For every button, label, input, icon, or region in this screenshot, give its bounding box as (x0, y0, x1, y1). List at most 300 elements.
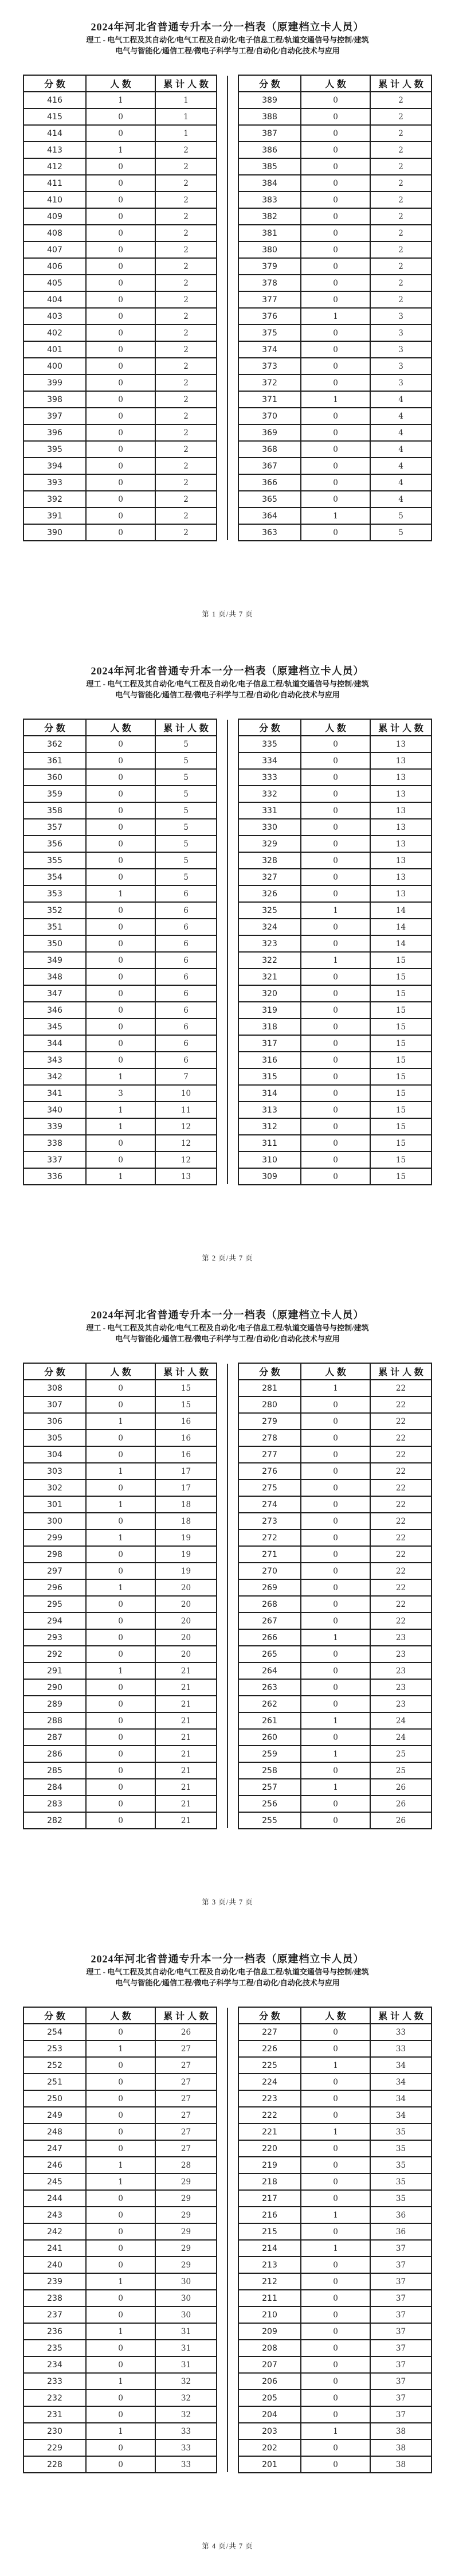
cell-score: 320 (238, 985, 301, 1002)
cell-cum: 36 (370, 2223, 432, 2240)
cell-count: 0 (86, 1812, 155, 1829)
cell-score: 267 (238, 1613, 301, 1629)
table-row (238, 1396, 432, 1413)
cell-cum: 3 (370, 325, 432, 341)
cell-score: 247 (23, 2140, 86, 2157)
cell-count: 0 (301, 1762, 370, 1779)
cell-cum: 27 (155, 2090, 217, 2107)
cell-score: 413 (23, 142, 86, 158)
table-row (23, 158, 217, 175)
cell-cum: 22 (370, 1563, 432, 1579)
cell-count: 0 (86, 2090, 155, 2107)
cell-cum: 30 (155, 2290, 217, 2306)
table-row (238, 2057, 432, 2074)
cell-count: 0 (301, 1152, 370, 1168)
cell-count: 0 (86, 1596, 155, 1613)
table-row (23, 985, 217, 1002)
cell-count: 0 (301, 1135, 370, 1152)
cell-score: 327 (238, 869, 301, 885)
tables-area (23, 719, 432, 1185)
cell-cum: 6 (155, 885, 217, 902)
table-row (238, 1746, 432, 1762)
cell-count: 0 (301, 2373, 370, 2390)
cell-cum: 27 (155, 2057, 217, 2074)
cell-cum: 12 (155, 1152, 217, 1168)
cell-score: 306 (23, 1413, 86, 1430)
cell-cum: 22 (370, 1430, 432, 1446)
page-subtitle-line-1: 理工 - 电气工程及其自动化/电气工程及自动化/电子信息工程/轨道交通信号与控制/建筑 (86, 1324, 369, 1332)
table-row (238, 2456, 432, 2473)
col-header-cumulative: 累计人数 (370, 2007, 432, 2024)
table-head (23, 1363, 217, 1380)
cell-count: 0 (86, 408, 155, 424)
cell-cum: 13 (370, 736, 432, 752)
cell-cum: 10 (155, 1085, 217, 1102)
table-row (23, 2223, 217, 2240)
cell-score: 386 (238, 142, 301, 158)
cell-score: 337 (23, 1152, 86, 1168)
table-row (23, 1796, 217, 1812)
table-row (238, 2173, 432, 2190)
table-row (23, 769, 217, 786)
cell-count: 0 (301, 291, 370, 308)
score-table-left (23, 2007, 217, 2473)
cell-cum: 31 (155, 2340, 217, 2356)
table-row (23, 1563, 217, 1579)
cell-cum: 13 (155, 1168, 217, 1185)
col-header-count: 人数 (86, 2007, 155, 2024)
cell-count: 1 (86, 1118, 155, 1135)
cell-count: 0 (86, 2124, 155, 2140)
table-row (23, 2240, 217, 2257)
cell-score: 342 (23, 1068, 86, 1085)
cell-count: 0 (301, 2223, 370, 2240)
cell-score: 254 (23, 2024, 86, 2040)
cell-count: 0 (301, 2190, 370, 2207)
table-row (238, 1135, 432, 1152)
cell-count: 0 (86, 158, 155, 175)
cell-count: 0 (86, 2140, 155, 2157)
table-row (23, 935, 217, 952)
cell-cum: 33 (155, 2440, 217, 2456)
table-row (23, 258, 217, 275)
cell-score: 244 (23, 2190, 86, 2207)
cell-count: 0 (86, 869, 155, 885)
cell-count: 0 (301, 458, 370, 474)
table-row (23, 341, 217, 358)
cell-count: 0 (86, 275, 155, 291)
cell-score: 388 (238, 108, 301, 125)
cell-score: 358 (23, 802, 86, 819)
table-row (238, 919, 432, 935)
page-subtitle-line-1: 理工 - 电气工程及其自动化/电气工程及自动化/电子信息工程/轨道交通信号与控制/建筑 (86, 1968, 369, 1976)
table-row (23, 2207, 217, 2223)
cell-cum: 37 (370, 2373, 432, 2390)
table-row (238, 491, 432, 508)
table-row (238, 952, 432, 969)
page-3 (0, 1288, 455, 1932)
cell-cum: 2 (155, 424, 217, 441)
cell-score: 371 (238, 391, 301, 408)
cell-score: 289 (23, 1696, 86, 1712)
cell-cum: 22 (370, 1529, 432, 1546)
cell-score: 344 (23, 1035, 86, 1052)
table-row (23, 2423, 217, 2440)
cell-count: 0 (86, 441, 155, 458)
cell-score: 380 (238, 241, 301, 258)
table-row (23, 786, 217, 802)
cell-cum: 6 (155, 1002, 217, 1018)
cell-cum: 20 (155, 1613, 217, 1629)
cell-count: 0 (86, 1446, 155, 1463)
cell-score: 277 (238, 1446, 301, 1463)
cell-count: 0 (301, 2273, 370, 2290)
cell-score: 213 (238, 2257, 301, 2273)
cell-count: 0 (301, 2390, 370, 2406)
cell-count: 0 (86, 491, 155, 508)
score-table-right (238, 75, 432, 541)
table-row (23, 1529, 217, 1546)
cell-score: 260 (238, 1729, 301, 1746)
col-header-cumulative: 累计人数 (155, 719, 217, 736)
cell-cum: 5 (155, 836, 217, 852)
cell-score: 326 (238, 885, 301, 902)
cell-score: 237 (23, 2306, 86, 2323)
cell-count: 0 (86, 1613, 155, 1629)
cell-cum: 23 (370, 1629, 432, 1646)
table-row (238, 308, 432, 325)
cell-score: 234 (23, 2356, 86, 2373)
cell-score: 278 (238, 1430, 301, 1446)
cell-count: 0 (86, 1513, 155, 1529)
cell-score: 293 (23, 1629, 86, 1646)
cell-cum: 13 (370, 852, 432, 869)
cell-score: 354 (23, 869, 86, 885)
cell-count: 0 (301, 474, 370, 491)
cell-count: 0 (301, 1002, 370, 1018)
page-footer: 第 4 页/共 7 页 (202, 2542, 253, 2550)
cell-cum: 15 (370, 1035, 432, 1052)
table-row (23, 1430, 217, 1446)
cell-score: 226 (238, 2040, 301, 2057)
cell-count: 0 (86, 852, 155, 869)
cell-count: 1 (86, 1662, 155, 1679)
table-row (238, 341, 432, 358)
cell-cum: 18 (155, 1496, 217, 1513)
cell-cum: 38 (370, 2440, 432, 2456)
cell-cum: 12 (155, 1118, 217, 1135)
cell-score: 283 (23, 1796, 86, 1812)
cell-cum: 3 (370, 374, 432, 391)
cell-score: 207 (238, 2356, 301, 2373)
cell-cum: 22 (370, 1513, 432, 1529)
cell-cum: 34 (370, 2074, 432, 2090)
cell-cum: 2 (370, 241, 432, 258)
table-row (23, 1168, 217, 1185)
cell-count: 0 (86, 2190, 155, 2207)
cell-count: 1 (86, 1579, 155, 1596)
table-row (23, 192, 217, 208)
table-row (238, 374, 432, 391)
cell-count: 0 (301, 1513, 370, 1529)
cell-cum: 35 (370, 2190, 432, 2207)
table-row (23, 241, 217, 258)
table-row (23, 2273, 217, 2290)
cell-count: 0 (86, 2057, 155, 2074)
cell-count: 0 (301, 786, 370, 802)
cell-score: 203 (238, 2423, 301, 2440)
cell-cum: 35 (370, 2124, 432, 2140)
table-row (238, 2090, 432, 2107)
cell-cum: 15 (370, 1002, 432, 1018)
header-row (238, 75, 432, 92)
cell-cum: 15 (370, 969, 432, 985)
col-header-score: 分数 (238, 2007, 301, 2024)
cell-cum: 2 (155, 408, 217, 424)
table-row (238, 125, 432, 142)
cell-count: 0 (301, 836, 370, 852)
cell-cum: 15 (370, 1168, 432, 1185)
table-body (23, 1380, 217, 1829)
cell-count: 0 (301, 424, 370, 441)
cell-score: 369 (238, 424, 301, 441)
table-row (238, 1662, 432, 1679)
table-row (23, 1002, 217, 1018)
table-body (238, 92, 432, 541)
cell-score: 352 (23, 902, 86, 919)
cell-count: 0 (86, 192, 155, 208)
cell-count: 0 (301, 1102, 370, 1118)
cell-score: 280 (238, 1396, 301, 1413)
col-header-count: 人数 (301, 2007, 370, 2024)
cell-cum: 25 (370, 1746, 432, 1762)
cell-score: 414 (23, 125, 86, 142)
page-title: 2024年河北省普通专升本一分一档表（原建档立卡人员） (91, 21, 364, 33)
cell-score: 276 (238, 1463, 301, 1480)
cell-score: 360 (23, 769, 86, 786)
cell-count: 0 (86, 1052, 155, 1068)
cell-cum: 2 (155, 275, 217, 291)
cell-count: 0 (301, 341, 370, 358)
table-row (238, 2373, 432, 2390)
cell-cum: 5 (155, 769, 217, 786)
table-body (238, 736, 432, 1185)
tables-divider (227, 76, 228, 540)
cell-cum: 13 (370, 885, 432, 902)
cell-score: 400 (23, 358, 86, 374)
table-row (238, 258, 432, 275)
cell-score: 355 (23, 852, 86, 869)
table-row (238, 1002, 432, 1018)
table-row (23, 1729, 217, 1746)
col-header-count: 人数 (86, 75, 155, 92)
table-row (23, 1779, 217, 1796)
cell-score: 363 (238, 524, 301, 541)
cell-score: 349 (23, 952, 86, 969)
cell-score: 370 (238, 408, 301, 424)
table-row (238, 2190, 432, 2207)
cell-count: 0 (301, 1018, 370, 1035)
cell-score: 215 (238, 2223, 301, 2240)
cell-score: 372 (238, 374, 301, 391)
cell-cum: 16 (155, 1446, 217, 1463)
table-row (238, 969, 432, 985)
cell-score: 315 (238, 1068, 301, 1085)
cell-cum: 22 (370, 1413, 432, 1430)
cell-count: 1 (301, 2207, 370, 2223)
cell-count: 1 (301, 2423, 370, 2440)
cell-score: 301 (23, 1496, 86, 1513)
table-row (23, 208, 217, 225)
cell-count: 0 (86, 258, 155, 275)
table-row (23, 125, 217, 142)
cell-cum: 37 (370, 2356, 432, 2373)
cell-cum: 5 (155, 752, 217, 769)
cell-score: 256 (238, 1796, 301, 1812)
cell-cum: 2 (370, 275, 432, 291)
cell-cum: 37 (370, 2390, 432, 2406)
score-table-left (23, 719, 217, 1185)
table-row (23, 752, 217, 769)
cell-score: 259 (238, 1746, 301, 1762)
cell-score: 368 (238, 441, 301, 458)
cell-cum: 28 (155, 2157, 217, 2173)
cell-count: 0 (301, 802, 370, 819)
cell-score: 340 (23, 1102, 86, 1118)
table-row (238, 902, 432, 919)
cell-cum: 16 (155, 1430, 217, 1446)
cell-cum: 2 (155, 208, 217, 225)
cell-count: 3 (86, 1085, 155, 1102)
table-row (23, 2090, 217, 2107)
cell-count: 0 (86, 1563, 155, 1579)
table-row (23, 2190, 217, 2207)
cell-score: 404 (23, 291, 86, 308)
page-title: 2024年河北省普通专升本一分一档表（原建档立卡人员） (91, 665, 364, 677)
cell-count: 0 (301, 819, 370, 836)
cell-score: 275 (238, 1480, 301, 1496)
page-subtitle-line-2: 电气与智能化/通信工程/微电子科学与工程/自动化/自动化技术与应用 (115, 690, 340, 699)
cell-cum: 29 (155, 2223, 217, 2240)
cell-score: 272 (238, 1529, 301, 1546)
score-table-right (238, 1363, 432, 1829)
cell-score: 220 (238, 2140, 301, 2157)
cell-cum: 20 (155, 1646, 217, 1662)
table-row (23, 1629, 217, 1646)
cell-count: 0 (301, 1480, 370, 1496)
table-row (238, 2306, 432, 2323)
cell-cum: 2 (155, 508, 217, 524)
cell-cum: 37 (370, 2290, 432, 2306)
cell-score: 249 (23, 2107, 86, 2124)
score-table-left (23, 75, 217, 541)
table-row (23, 1696, 217, 1712)
cell-cum: 2 (370, 125, 432, 142)
cell-count: 0 (301, 1546, 370, 1563)
cell-count: 0 (86, 341, 155, 358)
cell-score: 235 (23, 2340, 86, 2356)
cell-cum: 20 (155, 1629, 217, 1646)
cell-cum: 22 (370, 1380, 432, 1396)
cell-cum: 38 (370, 2456, 432, 2473)
cell-count: 0 (301, 275, 370, 291)
table-row (238, 1796, 432, 1812)
cell-cum: 27 (155, 2040, 217, 2057)
table-row (23, 2373, 217, 2390)
cell-count: 0 (86, 836, 155, 852)
cell-count: 0 (301, 2024, 370, 2040)
cell-score: 230 (23, 2423, 86, 2440)
table-row (23, 108, 217, 125)
cell-cum: 2 (370, 175, 432, 192)
cell-count: 0 (86, 458, 155, 474)
cell-count: 0 (301, 752, 370, 769)
table-row (238, 158, 432, 175)
cell-count: 1 (86, 2173, 155, 2190)
table-row (23, 802, 217, 819)
cell-count: 0 (86, 2024, 155, 2040)
tables-divider (227, 2008, 228, 2472)
col-header-cumulative: 累计人数 (370, 719, 432, 736)
table-row (23, 325, 217, 341)
cell-count: 0 (301, 2157, 370, 2173)
cell-cum: 34 (370, 2090, 432, 2107)
cell-score: 366 (238, 474, 301, 491)
cell-cum: 6 (155, 985, 217, 1002)
cell-score: 229 (23, 2440, 86, 2456)
cell-count: 0 (86, 1380, 155, 1396)
cell-cum: 13 (370, 752, 432, 769)
cell-count: 0 (301, 192, 370, 208)
cell-cum: 2 (155, 391, 217, 408)
cell-score: 393 (23, 474, 86, 491)
table-row (23, 869, 217, 885)
cell-score: 350 (23, 935, 86, 952)
cell-count: 0 (86, 819, 155, 836)
cell-count: 0 (86, 2207, 155, 2223)
cell-cum: 24 (370, 1729, 432, 1746)
cell-cum: 2 (370, 108, 432, 125)
cell-count: 0 (301, 125, 370, 142)
cell-cum: 2 (155, 458, 217, 474)
cell-count: 0 (301, 852, 370, 869)
cell-cum: 21 (155, 1812, 217, 1829)
table-row (238, 458, 432, 474)
cell-score: 328 (238, 852, 301, 869)
cell-cum: 37 (370, 2240, 432, 2257)
cell-count: 0 (86, 125, 155, 142)
cell-count: 0 (301, 524, 370, 541)
table-row (23, 852, 217, 869)
cell-cum: 15 (370, 1068, 432, 1085)
cell-count: 1 (86, 2157, 155, 2173)
cell-score: 285 (23, 1762, 86, 1779)
cell-cum: 29 (155, 2240, 217, 2257)
cell-score: 204 (238, 2406, 301, 2423)
cell-cum: 38 (370, 2423, 432, 2440)
cell-cum: 15 (155, 1396, 217, 1413)
cell-score: 297 (23, 1563, 86, 1579)
cell-score: 242 (23, 2223, 86, 2240)
table-row (238, 208, 432, 225)
table-row (23, 2157, 217, 2173)
cell-score: 364 (238, 508, 301, 524)
cell-count: 0 (86, 2107, 155, 2124)
table-row (238, 1696, 432, 1712)
table-row (23, 424, 217, 441)
cell-cum: 29 (155, 2173, 217, 2190)
cell-cum: 21 (155, 1679, 217, 1696)
